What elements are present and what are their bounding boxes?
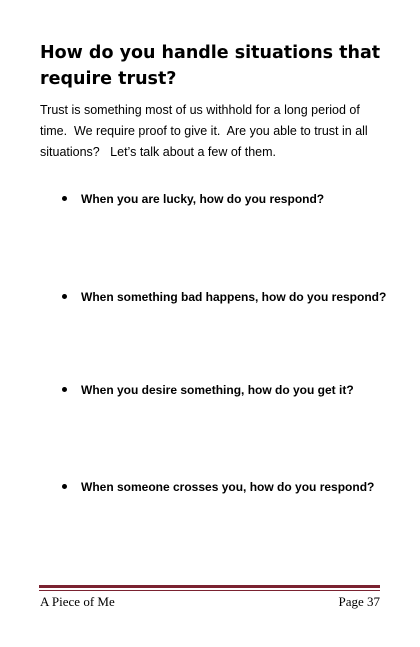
intro-paragraph: Trust is something most of us withhold for a long period of time. We require proof to give it. Are you able to trust in all situations? Let’s talk about a few of them. xyxy=(40,103,372,159)
bullet-icon xyxy=(62,387,67,392)
question-text: When you are lucky, how do you respond? xyxy=(81,192,325,206)
footer-page-number: Page 37 xyxy=(338,594,380,609)
bullet-icon xyxy=(62,196,67,201)
question-text: When you desire something, how do you get it? xyxy=(81,383,354,397)
bullet-icon xyxy=(62,294,67,299)
page-heading: How do you handle situations that require trust? xyxy=(40,43,381,89)
footer-rule xyxy=(39,585,380,588)
question-text: When something bad happens, how do you respond? xyxy=(81,290,387,304)
footer-book-title: A Piece of Me xyxy=(40,594,115,609)
question-text: When someone crosses you, how do you respond? xyxy=(81,480,375,494)
bullet-icon xyxy=(62,484,67,489)
footer-rule-thin xyxy=(39,590,380,591)
